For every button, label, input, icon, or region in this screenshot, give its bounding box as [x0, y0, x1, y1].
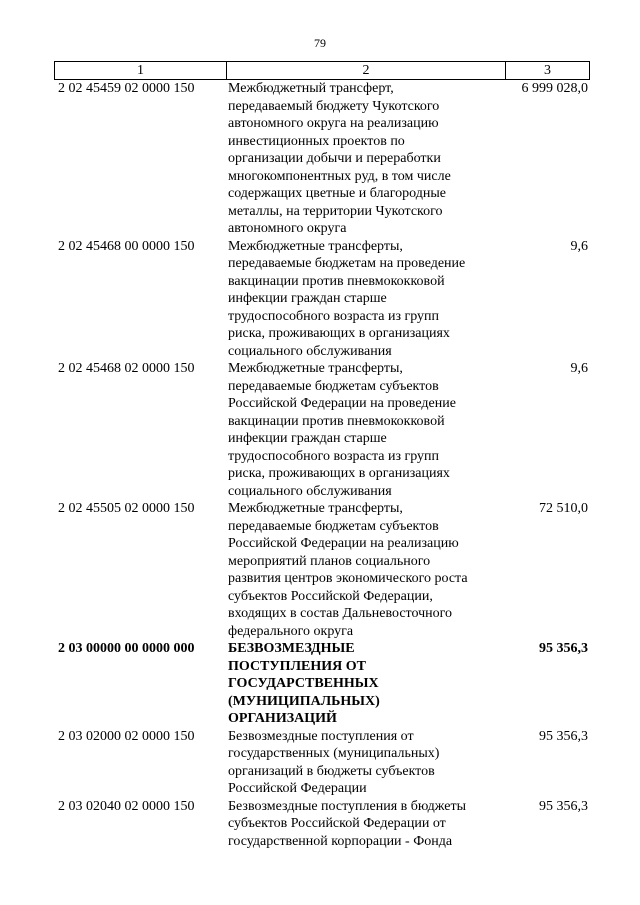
row-description-line: передаваемые бюджетам субъектов [228, 518, 439, 534]
row-amount: 6 999 028,0 [521, 81, 588, 96]
row-description-line: ГОСУДАРСТВЕННЫХ [228, 676, 379, 691]
row-description-line: инфекции граждан старше [228, 291, 387, 306]
row-description [226, 238, 505, 361]
row-description-line: Российской Федерации [228, 781, 367, 796]
column-header-code: 1 [54, 62, 226, 79]
row-description-line: Безвозмездные поступления от [228, 728, 414, 744]
table-body [54, 80, 590, 850]
row-description-line: трудоспособного возраста из групп [228, 308, 440, 324]
table-row [54, 798, 590, 851]
row-code: 2 03 00000 00 0000 000 [58, 641, 195, 656]
row-description-line: (МУНИЦИПАЛЬНЫХ) [228, 693, 380, 709]
row-code: 2 02 45468 02 0000 150 [58, 361, 195, 376]
row-code: 2 02 45459 02 0000 150 [58, 81, 195, 96]
table-row [54, 728, 590, 798]
row-amount: 95 356,3 [539, 641, 588, 656]
page-number: 79 [314, 36, 326, 50]
row-description-line: передаваемые бюджетам субъектов [228, 378, 439, 394]
row-description-line: инфекции граждан старше [228, 431, 387, 446]
row-description-line: Межбюджетные трансферты, [228, 238, 403, 254]
row-description-line: Безвозмездные поступления в бюджеты [228, 798, 466, 814]
row-description-line: металлы, на территории Чукотского [228, 203, 443, 219]
row-description [226, 798, 505, 851]
row-description-line: инвестиционных проектов по [228, 133, 405, 149]
row-description-line: автономного округа на реализацию [228, 116, 439, 131]
row-description [226, 500, 505, 640]
row-description-line: вакцинации против пневмококковой [228, 413, 445, 429]
row-description-line: Межбюджетные трансферты, [228, 361, 403, 376]
column-header-description: 2 [226, 62, 505, 79]
row-description-line: передаваемый бюджету Чукотского [228, 98, 440, 114]
row-description-line: социального обслуживания [228, 343, 392, 359]
row-description-line: ПОСТУПЛЕНИЯ ОТ [228, 658, 366, 674]
row-description-line: риска, проживающих в организациях [228, 466, 450, 481]
row-amount: 95 356,3 [539, 798, 588, 814]
row-description-line: государственных (муниципальных) [228, 746, 440, 761]
row-description-line: субъектов Российской Федерации, [228, 588, 433, 604]
row-description-line: мероприятий планов социального [228, 553, 431, 569]
row-description-line: организации добычи и переработки [228, 151, 441, 166]
column-header-amount: 3 [505, 62, 590, 79]
row-description-line: социального обслуживания [228, 483, 392, 499]
row-description-line: содержащих цветные и благородные [228, 186, 446, 201]
row-code: 2 02 45505 02 0000 150 [58, 501, 195, 516]
table-row [54, 360, 590, 500]
table-header [54, 61, 590, 80]
row-description-line: ОРГАНИЗАЦИЙ [228, 711, 337, 726]
budget-table [54, 61, 590, 850]
row-description-line: риска, проживающих в организациях [228, 326, 450, 341]
row-description-line: БЕЗВОЗМЕЗДНЫЕ [228, 641, 355, 656]
row-description-line: многокомпонентных руд, в том числе [228, 168, 451, 184]
table-row [54, 80, 590, 238]
row-description-line: субъектов Российской Федерации от [228, 816, 446, 831]
row-description-line: федерального округа [228, 623, 354, 639]
row-amount: 72 510,0 [539, 501, 588, 516]
row-description-line: Межбюджетные трансферты, [228, 501, 403, 516]
row-description-line: Межбюджетный трансферт, [228, 81, 394, 96]
row-description-line: государственной корпорации - Фонда [228, 833, 453, 849]
table-row [54, 238, 590, 361]
row-code: 2 03 02000 02 0000 150 [58, 728, 195, 744]
table-row [54, 500, 590, 640]
row-description-line: передаваемые бюджетам на проведение [228, 256, 466, 271]
row-description-line: трудоспособного возраста из групп [228, 448, 440, 464]
row-description-line: организаций в бюджеты субъектов [228, 763, 435, 779]
row-description [226, 728, 505, 798]
row-amount: 9,6 [570, 361, 588, 376]
row-description-line: Российской Федерации на реализацию [228, 536, 459, 551]
row-description [226, 80, 505, 238]
table-row [54, 640, 590, 728]
row-code: 2 02 45468 00 0000 150 [58, 238, 195, 254]
row-description-line: входящих в состав Дальневосточного [228, 606, 453, 621]
row-amount: 9,6 [570, 238, 588, 254]
row-description-line: автономного округа [228, 221, 347, 236]
row-description-line: вакцинации против пневмококковой [228, 273, 445, 289]
row-description-line: Российской Федерации на проведение [228, 396, 456, 411]
row-amount: 95 356,3 [539, 728, 588, 744]
row-description [226, 640, 505, 728]
row-code: 2 03 02040 02 0000 150 [58, 798, 195, 814]
row-description [226, 360, 505, 500]
row-description-line: развития центров экономического роста [228, 571, 468, 586]
